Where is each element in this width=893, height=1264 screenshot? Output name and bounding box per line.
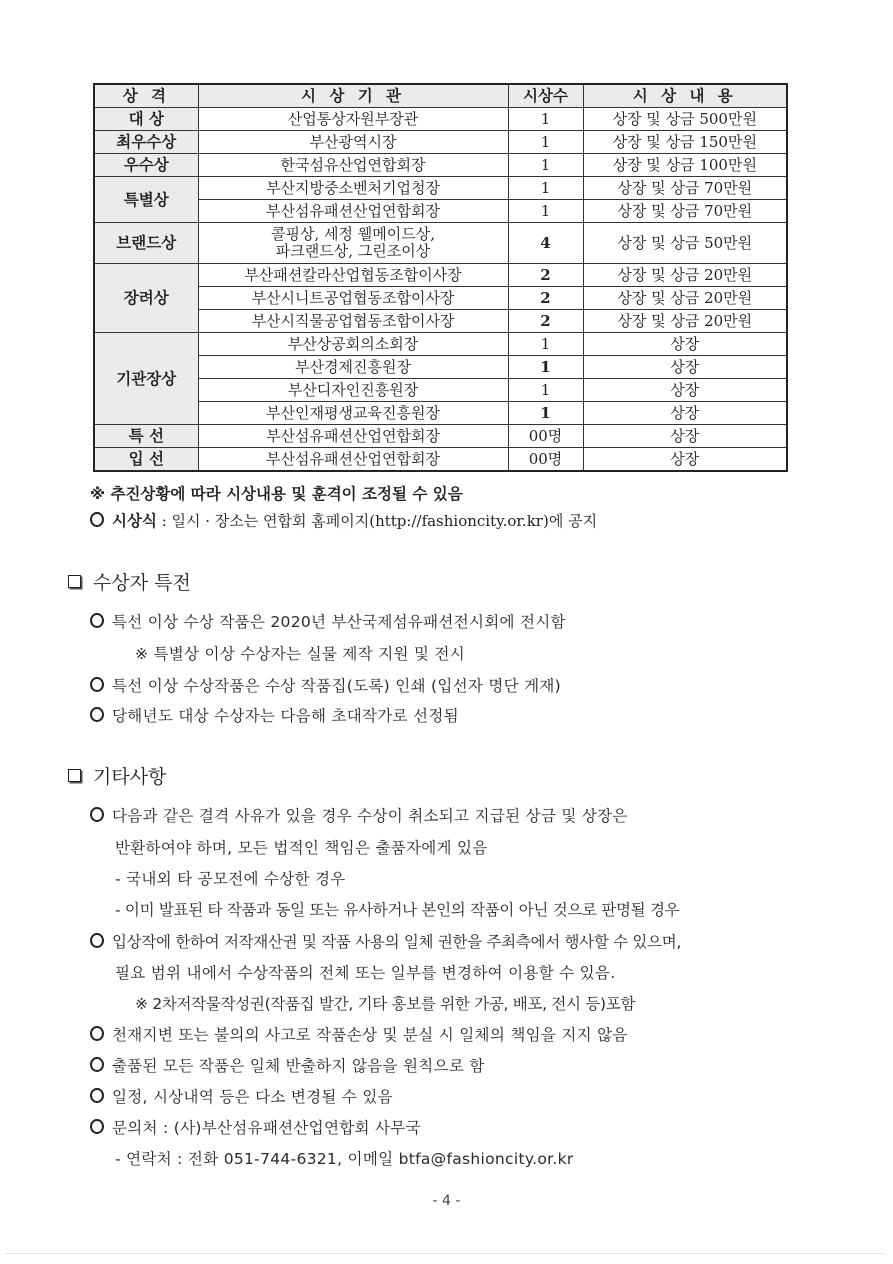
list-item <box>135 642 465 664</box>
page-number: - 4 - <box>432 1193 461 1209</box>
table-row <box>94 223 787 264</box>
table-row <box>94 448 787 472</box>
content-cell: 상장 및 상금 20만원 <box>583 264 787 287</box>
circle-bullet-icon <box>90 1057 104 1072</box>
content-cell: 상장 및 상금 20만원 <box>583 310 787 333</box>
list-item-text: 다음과 같은 결격 사유가 있을 경우 수상이 취소되고 지급된 상금 및 상장은 <box>112 807 628 825</box>
list-item <box>135 992 635 1014</box>
header-grade: 상 격 <box>94 84 198 108</box>
list-item-text: 반환하여야 하며, 모든 법적인 책임은 출품자에게 있음 <box>115 839 488 857</box>
grade-cell: 우수상 <box>94 154 198 177</box>
list-item-text: ※ 특별상 이상 수상자는 실물 제작 지원 및 전시 <box>135 645 466 663</box>
circle-bullet-icon <box>90 677 104 692</box>
section-title-text: 수상자 특전 <box>93 572 191 594</box>
count-cell: 00명 <box>508 425 583 448</box>
org-cell <box>198 223 508 264</box>
content-cell: 상장 <box>583 356 787 379</box>
org-cell: 부산경제진흥원장 <box>198 356 508 379</box>
section-title-benefits <box>68 568 191 595</box>
list-item <box>90 610 566 632</box>
list-item-text: - 이미 발표된 타 작품과 동일 또는 유사하거나 본인의 작품이 아닌 것으로 판명될 경우 <box>115 901 680 919</box>
content-cell: 상장 및 상금 150만원 <box>583 131 787 154</box>
header-org: 시 상 기 관 <box>198 84 508 108</box>
list-item <box>115 1147 574 1169</box>
count-cell: 2 <box>508 310 583 333</box>
count-cell: 1 <box>508 177 583 200</box>
grade-cell: 장려상 <box>94 264 198 333</box>
content-cell: 상장 및 상금 70만원 <box>583 200 787 223</box>
circle-bullet-icon <box>90 1119 104 1134</box>
circle-bullet-icon <box>90 1026 104 1041</box>
grade-cell: 대 상 <box>94 108 198 131</box>
list-item <box>90 1054 485 1076</box>
ceremony-line <box>90 509 597 531</box>
content-cell: 상장 및 상금 500만원 <box>583 108 787 131</box>
content-cell: 상장 <box>583 425 787 448</box>
org-cell: 부산시직물공업협동조합이사장 <box>198 310 508 333</box>
grade-cell: 최우수상 <box>94 131 198 154</box>
circle-bullet-icon <box>90 707 104 722</box>
list-item-text: 입상작에 한하여 저작재산권 및 작품 사용의 일체 권한을 주최측에서 행사할 수 있으며, <box>112 933 682 951</box>
list-item-text: ※ 2차저작물작성권(작품집 발간, 기타 홍보를 위한 가공, 배포, 전시 등)포함 <box>135 995 636 1013</box>
list-item <box>115 898 679 920</box>
org-line: 콜핑상, 세정 웰메이드상, <box>271 225 435 243</box>
content-cell: 상장 <box>583 448 787 472</box>
list-item-text: 특선 이상 수상작품은 수상 작품집(도록) 인쇄 (입선자 명단 게재) <box>112 677 562 695</box>
org-line: 파크랜드상, 그린조이상 <box>275 242 431 260</box>
list-item <box>115 867 346 889</box>
table-row <box>94 154 787 177</box>
content-cell: 상장 <box>583 402 787 425</box>
table-header-row <box>94 84 787 108</box>
table-row <box>94 287 787 310</box>
list-item <box>115 961 615 983</box>
list-item-text: 출품된 모든 작품은 일체 반출하지 않음을 원칙으로 함 <box>112 1057 485 1075</box>
table-row <box>94 356 787 379</box>
count-cell: 00명 <box>508 448 583 472</box>
ceremony-label: 시상식 <box>112 512 157 530</box>
table-row <box>94 264 787 287</box>
list-item <box>90 674 561 696</box>
circle-bullet-icon <box>90 933 104 948</box>
list-item-text: 천재지변 또는 불의의 사고로 작품손상 및 분실 시 일체의 책임을 지지 않음 <box>112 1026 628 1044</box>
content-cell: 상장 및 상금 50만원 <box>583 223 787 264</box>
org-cell: 부산디자인진흥원장 <box>198 379 508 402</box>
checkbox-square-icon <box>68 575 81 588</box>
list-item-text: 특선 이상 수상 작품은 2020년 부산국제섬유패션전시회에 전시함 <box>112 613 566 631</box>
grade-cell: 기관장상 <box>94 333 198 425</box>
table-row <box>94 131 787 154</box>
content-cell: 상장 및 상금 20만원 <box>583 287 787 310</box>
list-item-text: 일정, 시상내역 등은 다소 변경될 수 있음 <box>112 1088 393 1106</box>
section-title-other <box>68 762 166 789</box>
count-cell: 1 <box>508 200 583 223</box>
list-item <box>115 836 488 858</box>
count-cell: 1 <box>508 356 583 379</box>
org-cell: 부산상공회의소회장 <box>198 333 508 356</box>
grade-cell: 브랜드상 <box>94 223 198 264</box>
header-content: 시 상 내 용 <box>583 84 787 108</box>
ceremony-text: : 일시 · 장소는 연합회 홈페이지(http://fashioncity.or.kr)에 공지 <box>156 512 598 530</box>
table-row <box>94 177 787 200</box>
grade-cell: 입 선 <box>94 448 198 472</box>
org-cell: 부산섬유패션산업연합회장 <box>198 425 508 448</box>
grade-cell: 특 선 <box>94 425 198 448</box>
count-cell: 1 <box>508 333 583 356</box>
circle-bullet-icon <box>90 613 104 628</box>
count-cell: 1 <box>508 108 583 131</box>
content-cell: 상장 <box>583 379 787 402</box>
list-item <box>90 804 628 826</box>
org-cell: 부산시니트공업협동조합이사장 <box>198 287 508 310</box>
org-cell: 부산광역시장 <box>198 131 508 154</box>
org-cell: 부산인재평생교육진흥원장 <box>198 402 508 425</box>
org-cell: 한국섬유산업연합회장 <box>198 154 508 177</box>
circle-bullet-icon <box>90 1088 104 1103</box>
count-cell: 2 <box>508 264 583 287</box>
list-item-text: 당해년도 대상 수상자는 다음해 초대작가로 선정됨 <box>112 707 459 725</box>
list-item <box>90 704 459 726</box>
section-title-text: 기타사항 <box>93 766 167 788</box>
table-row <box>94 108 787 131</box>
count-cell: 1 <box>508 154 583 177</box>
checkbox-square-icon <box>68 769 81 782</box>
count-cell: 1 <box>508 131 583 154</box>
org-cell: 부산섬유패션산업연합회장 <box>198 200 508 223</box>
org-cell: 부산패션칼라산업협동조합이사장 <box>198 264 508 287</box>
org-cell: 산업통상자원부장관 <box>198 108 508 131</box>
circle-bullet-icon <box>90 807 104 822</box>
list-item <box>90 1085 393 1107</box>
table-row <box>94 200 787 223</box>
list-item <box>90 930 681 952</box>
grade-cell: 특별상 <box>94 177 198 223</box>
org-cell: 부산섬유패션산업연합회장 <box>198 448 508 472</box>
table-row <box>94 379 787 402</box>
count-cell: 2 <box>508 287 583 310</box>
content-cell: 상장 <box>583 333 787 356</box>
table-row <box>94 333 787 356</box>
list-item <box>90 1116 421 1138</box>
table-row <box>94 402 787 425</box>
content-cell: 상장 및 상금 70만원 <box>583 177 787 200</box>
list-item <box>90 1023 628 1045</box>
bottom-rule <box>5 1253 884 1254</box>
table-row <box>94 425 787 448</box>
adjustment-note: ※ 추진상황에 따라 시상내용 및 훈격이 조정될 수 있음 <box>90 485 463 503</box>
list-item-text: - 국내외 타 공모전에 수상한 경우 <box>115 870 346 888</box>
list-item-text: 필요 범위 내에서 수상작품의 전체 또는 일부를 변경하여 이용할 수 있음. <box>115 964 616 982</box>
table-row <box>94 310 787 333</box>
list-item-text: 문의처 : (사)부산섬유패션산업연합회 사무국 <box>112 1119 421 1137</box>
list-item-text: - 연락처 : 전화 051-744-6321, 이메일 btfa@fashioncity.or.kr <box>115 1150 574 1168</box>
count-cell: 4 <box>508 223 583 264</box>
count-cell: 1 <box>508 402 583 425</box>
award-table <box>93 83 788 472</box>
count-cell: 1 <box>508 379 583 402</box>
org-cell: 부산지방중소벤처기업청장 <box>198 177 508 200</box>
circle-bullet-icon <box>90 512 104 527</box>
content-cell: 상장 및 상금 100만원 <box>583 154 787 177</box>
header-count: 시상수 <box>508 84 583 108</box>
